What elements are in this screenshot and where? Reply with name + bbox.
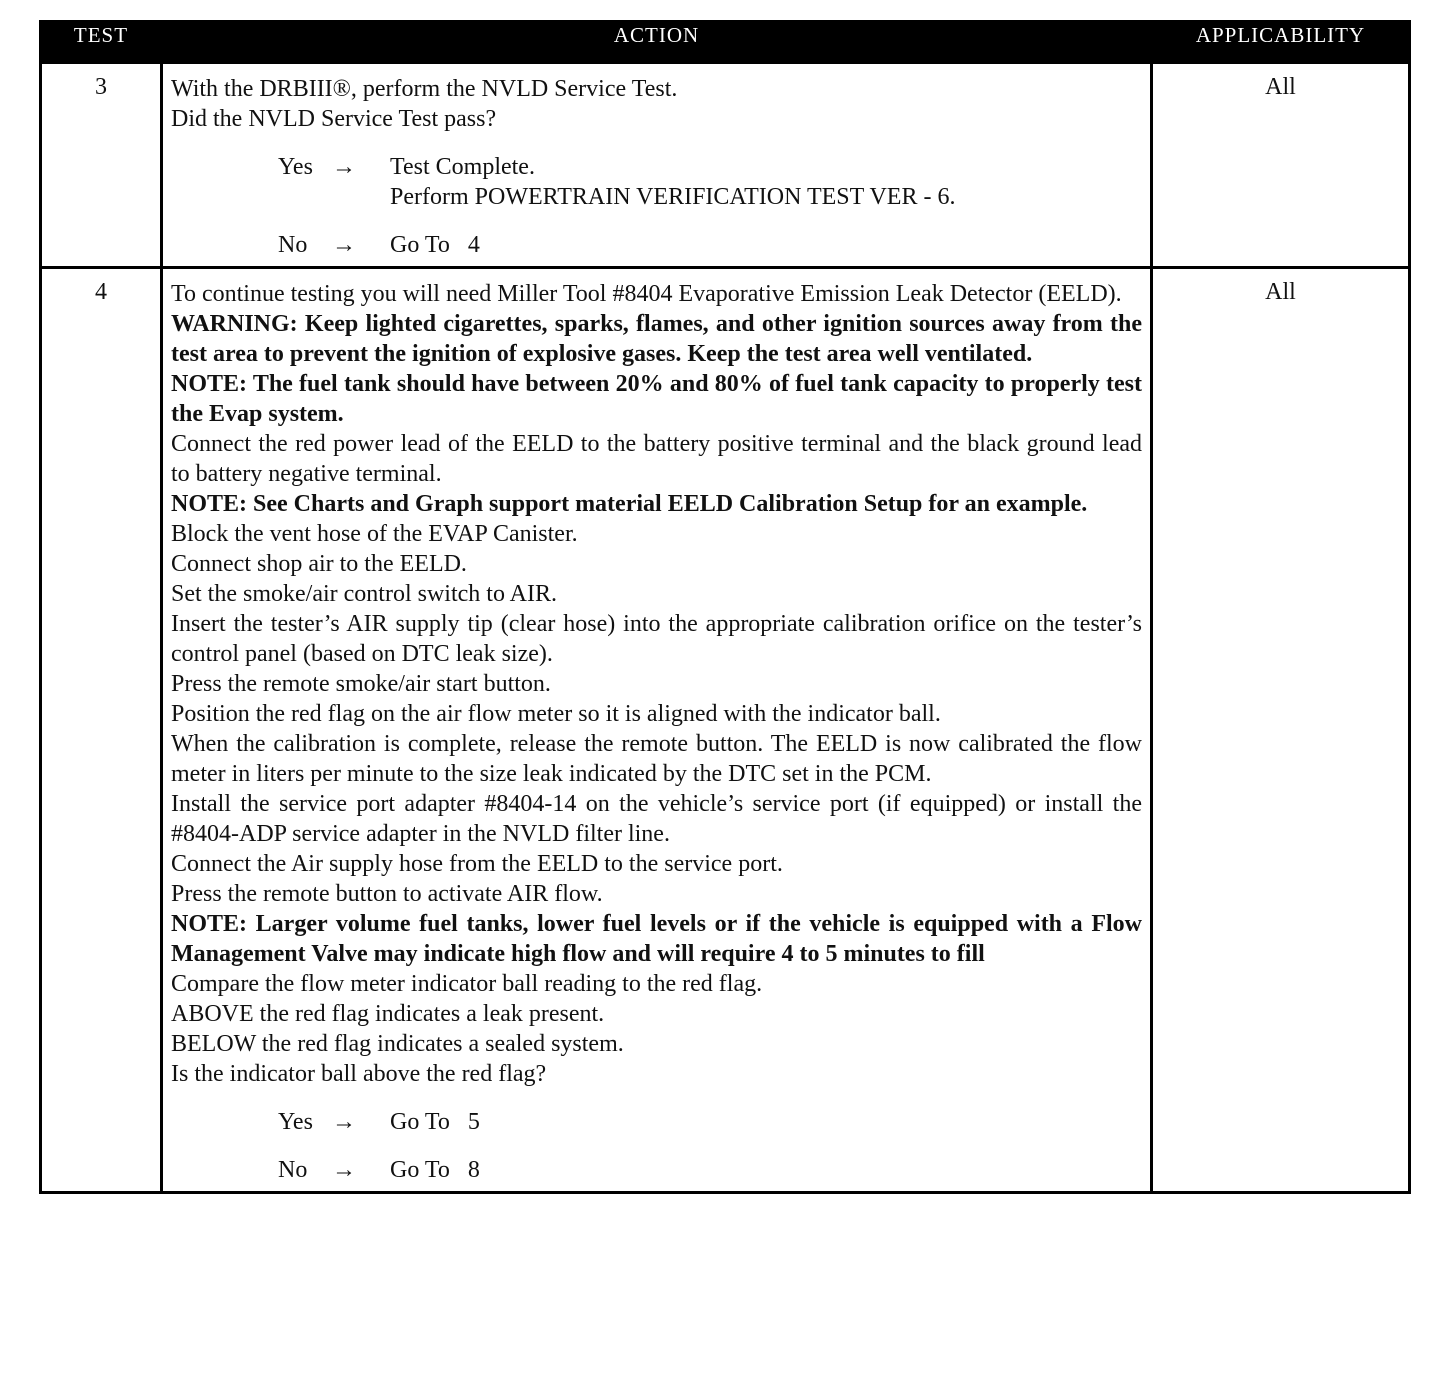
test-number: 4: [41, 268, 162, 1193]
action-step: Connect the red power lead of the EELD to the battery positive terminal and the black ground lead to battery negative terminal.: [171, 431, 1142, 487]
action-step: Did the NVLD Service Test pass?: [171, 106, 497, 132]
answer-label: No: [278, 1157, 308, 1183]
answer-result-line: Go To 4: [390, 232, 480, 258]
action-step: Block the vent hose of the EVAP Canister.: [171, 521, 578, 547]
table-row: [41, 268, 1410, 1193]
action-step: ABOVE the red flag indicates a leak present.: [171, 1001, 605, 1027]
test-number: 3: [41, 63, 162, 268]
answer-result-line: Go To 5: [390, 1109, 480, 1135]
action-step: Install the service port adapter #8404-14 on the vehicle’s service port (if equipped) or install the #8404-ADP service adapter in the NVLD filter line.: [171, 791, 1142, 847]
action-step: When the calibration is complete, release the remote button. The EELD is now calibrated the flow meter in liters per minute to the size leak indicated by the DTC set in the PCM.: [171, 731, 1142, 787]
answer-result: [390, 230, 1142, 260]
action-note: WARNING: Keep lighted cigarettes, sparks, flames, and other ignition sources away from the test area to prevent the ignition of explosive gases. Keep the test area well ventilated.: [171, 311, 1142, 367]
diagnostic-table: [39, 20, 1411, 1194]
right-arrow-icon: →: [332, 1109, 356, 1135]
header-action: ACTION: [162, 22, 1152, 63]
answer-result-line: Go To 8: [390, 1157, 480, 1183]
action-step: Is the indicator ball above the red flag?: [171, 1061, 547, 1087]
right-arrow-icon: →: [332, 154, 356, 180]
action-step: Set the smoke/air control switch to AIR.: [171, 581, 557, 607]
action-step: Press the remote button to activate AIR flow.: [171, 881, 603, 907]
action-step: BELOW the red flag indicates a sealed system.: [171, 1031, 624, 1057]
answer-yes: [278, 152, 1142, 212]
answer-result-line: Perform POWERTRAIN VERIFICATION TEST VER - 6.: [390, 184, 956, 210]
action-note: NOTE: Larger volume fuel tanks, lower fuel levels or if the vehicle is equipped with a Flow Management Valve may indicate high flow and will require 4 to 5 minutes to fill: [171, 911, 1142, 967]
answer-no: [278, 230, 1142, 260]
action-step: With the DRBIII®, perform the NVLD Service Test.: [171, 76, 678, 102]
action-cell: [162, 268, 1152, 1193]
header-row: [41, 22, 1410, 63]
action-step: Position the red flag on the air flow meter so it is aligned with the indicator ball.: [171, 701, 941, 727]
header-applicability: APPLICABILITY: [1152, 22, 1410, 63]
answer-label: No: [278, 232, 308, 258]
answer-label: Yes: [278, 1109, 313, 1135]
action-step: Connect the Air supply hose from the EELD to the service port.: [171, 851, 783, 877]
action-step: Press the remote smoke/air start button.: [171, 671, 551, 697]
action-step: Compare the flow meter indicator ball reading to the red flag.: [171, 971, 763, 997]
action-step: To continue testing you will need Miller Tool #8404 Evaporative Emission Leak Detector (EELD).: [171, 281, 1122, 307]
answer-label: Yes: [278, 154, 313, 180]
answer-result: [390, 152, 1142, 212]
right-arrow-icon: →: [332, 1157, 356, 1183]
answer-result: [390, 1107, 1142, 1137]
action-note: NOTE: See Charts and Graph support material EELD Calibration Setup for an example.: [171, 491, 1088, 517]
answer-no: [278, 1155, 1142, 1185]
action-step: Insert the tester’s AIR supply tip (clear hose) into the appropriate calibration orifice on the tester’s control panel (based on DTC leak size).: [171, 611, 1142, 667]
action-step: Connect shop air to the EELD.: [171, 551, 467, 577]
action-note: NOTE: The fuel tank should have between 20% and 80% of fuel tank capacity to properly test the Evap system.: [171, 371, 1142, 427]
right-arrow-icon: →: [332, 232, 356, 258]
applicability-cell: All: [1152, 268, 1410, 1193]
table-row: [41, 63, 1410, 268]
action-cell: [162, 63, 1152, 268]
table-body: [41, 63, 1410, 1193]
answer-result-line: Test Complete.: [390, 154, 535, 180]
answer-yes: [278, 1107, 1142, 1137]
applicability-cell: All: [1152, 63, 1410, 268]
header-test: TEST: [41, 22, 162, 63]
answer-result: [390, 1155, 1142, 1185]
